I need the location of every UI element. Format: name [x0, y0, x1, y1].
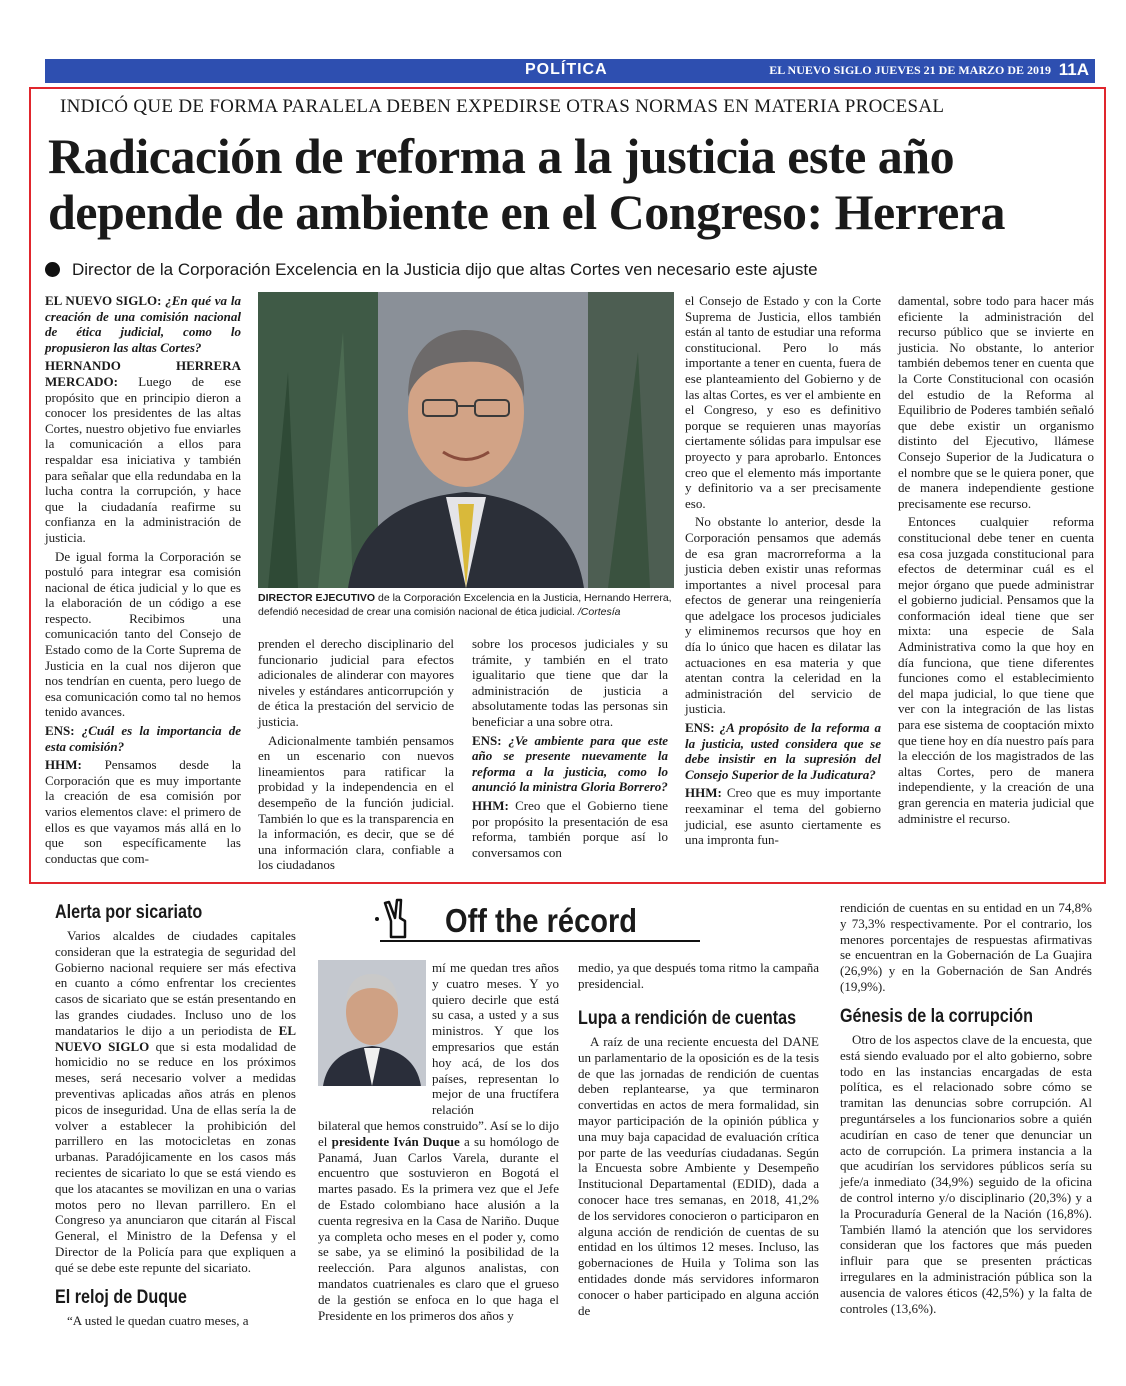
answer-text: Luego de ese propósito que en principio dieron a conocer los presidentes de las altas Cortes, nuestro objetivo fue enviarles la comunicación a ellos para respaldar esa iniciativa y también para señalar que ella redundaba en la lucha contra la corrupción, y hace que la ciudadanía reafirme su confianza en la administración de justicia. [45, 373, 241, 545]
peace-hand-icon [373, 897, 423, 941]
paragraph: el Consejo de Estado y con la Corte Suprema de Justicia, ellos también están al tanto de estudiar una reforma constitucional. Pero lo más importante a tener en cuenta, fuera de ese planteamiento del Gobierno y de las altas Cortes, es ver el ambiente en el Congreso, y eso es definitivo porque se requieren unas mayorías ciertamente sólidas para impulsar ese proyecto y para aprobarlo. Entonces creo que el elemento más importante y definitorio va a ser precisamente eso. [685, 293, 881, 511]
question-text: ¿En qué va la creación de una comisión nacional de ética judicial, como lo propusieron las altas Cortes? [45, 293, 241, 355]
lupa-heading: Lupa a rendición de cuentas [578, 1008, 797, 1029]
lupa-body: A raíz de una reciente encuesta del DANE un parlamentario de la oposición es de la tesis de que las jornadas de rendición de cuentas deben replantearse, ya que terminaron convertidas en actos de mera formalidad, sin mayor participación de la opinión pública y una muy baja capacidad de evaluación crítica por parte de las veedurías ciudadanas. Según la Encuesta sobre Ambiente y Desempeño Institucional Departamental (EDID), dada a conocer hace tres semanas, en 2018, 41,2% de los servidores conocieron o participaron en alguna acción de rendición de cuentas de su entidad en los últimos 12 meses. Incluso, las gobernaciones de Huila y Tolima son las entidades donde más servidores informaron conocer o haber participado en alguna acción de [578, 1034, 819, 1318]
answer-label: HERNANDO HERRERA MERCADO: [45, 358, 241, 389]
reloj-heading: El reloj de Duque [55, 1287, 187, 1308]
article-kicker: INDICÓ QUE DE FORMA PARALELA DEBEN EXPEDIRSE OTRAS NORMAS EN MATERIA PROCESAL [60, 96, 945, 117]
question-text: ¿Cuál es la importancia de esta comisión? [45, 723, 242, 754]
answer-label: HHM: [685, 785, 722, 801]
reloj-body: mí me quedan tres años y cuatro meses. Y yo quiero decirle que está su casa, a usted y a sus ministros. Y que los empresarios que están hoy acá, de los dos países, representan lo mejor de una fructífera relación bilateral que hemos construido”. Así se lo dijo el presidente Iván Duque a su homólogo de Panamá, Juan Carlos Varela, durante el encuentro que sostuvieron en Bogotá el martes pasado. Es la primera vez que el Jefe de Estado colombiano hace alusión a la cuenta regresiva en la Casa de Nariño. Duque ya completa ocho meses en el poder y, como se sabe, ya se eliminó la posibilidad de la reelección. Para algunos analistas, con mandatos cuatrienales es claro que el grueso de la gestión se enfoca en lo que haga el Presidente en los primeros dos años y [318, 960, 559, 1323]
question-label: EL NUEVO SIGLO: [45, 293, 162, 308]
bullet-icon [45, 262, 60, 277]
article-column-2 [258, 636, 454, 876]
caption-label: DIRECTOR EJECUTIVO [258, 592, 376, 604]
photo-credit: /Cortesía [577, 606, 621, 618]
question-text: ¿A propósito de la reforma a la justicia, usted considera que se debe insistir en la supresión del Consejo Superior de la Judicatura? [685, 720, 881, 782]
publication-date: EL NUEVO SIGLO JUEVES 21 DE MARZO DE 2019 [769, 63, 1051, 77]
caption-text: de la Corporación Excelencia en la Justicia, Hernando Herrera, defendió necesidad de crear una comisión nacional de ética judicial. [258, 592, 672, 618]
director-photo [258, 292, 674, 588]
article-column-1 [45, 293, 241, 869]
president-name: presidente Iván Duque [331, 1133, 460, 1149]
subhead-text: Director de la Corporación Excelencia en la Justicia dijo que altas Cortes ven necesario este ajuste [72, 260, 818, 279]
article-subhead [45, 260, 818, 280]
genesis-lead: rendición de cuentas en su entidad en un 74,8% y 73,3% respectivamente. Por el contrario, los menores porcentajes de respuestas afirmativas se encuentran en la Gobernación de La Guajira (26,9%) y en la Gobernación de San Andrés (19,9%). [840, 900, 1092, 994]
off-the-record-title: Off the récord [445, 902, 638, 939]
genesis-body: Otro de los aspectos clave de la encuesta, que está siendo evaluado por el alto gobierno, sobre todo en las instancias encargadas de esta política, es el relacionado sobre cómo se tramitan las denuncias sobre corrupción. Al preguntárseles a los funcionarios sobre a quién acudirían en caso de tener que denunciar un acto de corrupción. La primera instancia a la que acudirían los servidores públicos sería su jefe/a inmediato (34,9%) seguido de la oficina de control interno y/o disciplinario (20,3%) y a la Procuraduría General de la Nación (16,8%). También llamó la atención que los servidores consideran que los factores que más pueden influir para que se presenten prácticas irregulares en la administración pública son la ausencia de valores éticos (42,5%) y la falta de controles (13,6%). [840, 1032, 1092, 1316]
paragraph: De igual forma la Corporación se postuló para integrar esa comisión nacional de ética judicial y lo que es la elaboración de un código a ese respecto. Recibimos una comunicación tanto del Consejo de Estado como de la Corte Suprema de Justicia en la cual nos dijeron que nos tendrían en cuenta, pero luego de esa comunicación como tal no hemos tenido avances. [45, 548, 241, 720]
portrait-illustration [258, 292, 674, 588]
answer-text: Pensamos desde la Corporación que es muy importante la creación de esa comisión por varios elementos clave: el primero de ellos es que vayamos más allá en lo que son específicamente las conductas que com- [45, 757, 242, 866]
paragraph: sobre los procesos judiciales y su trámite, y también en el trato igualitario que tiene que dar la administración de justicia a absolutamente todas las personas sin beneficiar a una sobre otra. [472, 636, 668, 729]
article-column-4 [685, 293, 881, 851]
question-label: ENS: [685, 720, 715, 736]
paragraph: No obstante lo anterior, desde la Corporación pensamos que además de esa gran macrorreforma a la justicia deben existir unas reformas importantes a nivel procesal para efectos de generar una reingeniería que adelgace los procesos judiciales y eliminemos recursos que hoy en día lo único que hacen es dilatar las actuaciones en esa materia y que atentan contra la celeridad en la administración del servicio de justicia. [685, 514, 881, 717]
text-beside-photo: mí me quedan tres años y cuatro meses. Y yo quiero decirle que está su casa, a usted y a sus ministros. Y que los empresarios que están hoy acá, de los dos países, representan lo mejor de una fructífera relación [432, 960, 559, 1118]
answer-text: Creo que el Gobierno tiene por propósito la presentación de esa reforma, también porque así lo conversamos con [472, 797, 668, 860]
paragraph: Adicionalmente también pensamos en un escenario con nuevos lineamientos para ratificar la probidad y la independencia en el desempeño de la función judicial. También lo que es la transparencia en la información, es decir, que se dé una información clara, confiable a los ciudadanos [258, 732, 454, 873]
paragraph: prenden el derecho disciplinario del funcionario judicial para efectos adicionales de alinderar con mayores niveles y estándares anticorrupción y de ética la prestación del servicio de justicia. [258, 636, 454, 729]
brand-name: EL NUEVO SIGLO [55, 1022, 296, 1054]
answer-text: Creo que es muy importante reexaminar el tema del gobierno judicial, ese asunto ciertamente es una impronta fun- [685, 785, 881, 848]
genesis-heading: Génesis de la corrupción [840, 1006, 1033, 1027]
alerta-body: Varios alcaldes de ciudades capitales consideran que la estrategia de seguridad del Gobierno nacional requiere ser más efectiva en cuanto a cómo enfrentar los crecientes casos de sicariato que se están presentando en las grandes ciudades. Incluso uno de los mandatarios le dijo a un periodista de EL NUEVO SIGLO que si esta modalidad de homicidio no se reduce en los próximos meses, será necesario volver a medidas preventivas aplicadas años atrás en plenos picos de inseguridad. Una de ellas sería la de volver a establecer la prohibición del parrillero en las motocicletas en zonas urbanas. Paradójicamente en los casos más recientes de sicariato lo que se está viendo es que los atacantes se movilizan en una o varias motos pero no llevan parrillero. En el Congreso ya anunciaron que citarán al Fiscal General, el Ministro de la Defensa y el Director de la Policía para que expliquen a qué se debe este repunte del sicariato. [55, 928, 296, 1275]
alerta-heading: Alerta por sicariato [55, 902, 203, 923]
page-header-band [45, 59, 1095, 83]
article-column-3 [472, 636, 668, 863]
photo-caption [258, 591, 674, 619]
title-underline [380, 940, 700, 942]
paragraph: damental, sobre todo para hacer más eficiente la administración del recurso público que se invierte en justicia. No obstante, lo anterior también debemos tener en cuenta que la Corte Constitucional con ocasión del estudio de la Reforma al Equilibrio de Poderes también señaló que debe existir un organismo distinto del Ejecutivo, llámese Consejo Superior de la Judicatura o el nombre que se le quiera poner, que de manera independiente gestione precisamente ese recurso. [898, 293, 1094, 511]
question-label: ENS: [45, 723, 75, 739]
question-text: ¿Ve ambiente para que este año se presente nuevamente la reforma a la justicia, como lo anunció la ministra Gloria Borrero? [472, 732, 668, 795]
page-number: 11A [1058, 60, 1089, 79]
answer-label: HHM: [45, 757, 82, 773]
answer-label: HHM: [472, 797, 509, 813]
article-column-5 [898, 293, 1094, 829]
paragraph: Entonces cualquier reforma constitucional debe tener en cuenta esa cosa juzgada constitucional para efectos de determinar cuál es el mejor órgano que puede administrar el gobierno judicial. Pensamos que la conformación ideal tiene que ser mixta: una especie de Sala Administrativa como la que hoy en día funciona, que tiene diferentes funciones como el establecimiento del mapa judicial, lo que tiene que ver con la integración de las listas para ese sistema de cooptación mixto que tiene hoy en día nuestro país para la elección de los magistrados de las altas Cortes, pero de manera independiente, y la creación de una gran gerencia en materia judicial que administre el recurso. [898, 514, 1095, 826]
article-headline: Radicación de reforma a la justicia este año depende de ambiente en el Congreso: Herrera [48, 128, 1006, 240]
lupa-lead: medio, ya que después toma ritmo la campaña presidencial. [578, 960, 819, 991]
section-label: POLÍTICA [525, 61, 608, 78]
reloj-lead: “A usted le quedan cuatro meses, a [67, 1313, 249, 1328]
question-label: ENS: [472, 732, 502, 748]
